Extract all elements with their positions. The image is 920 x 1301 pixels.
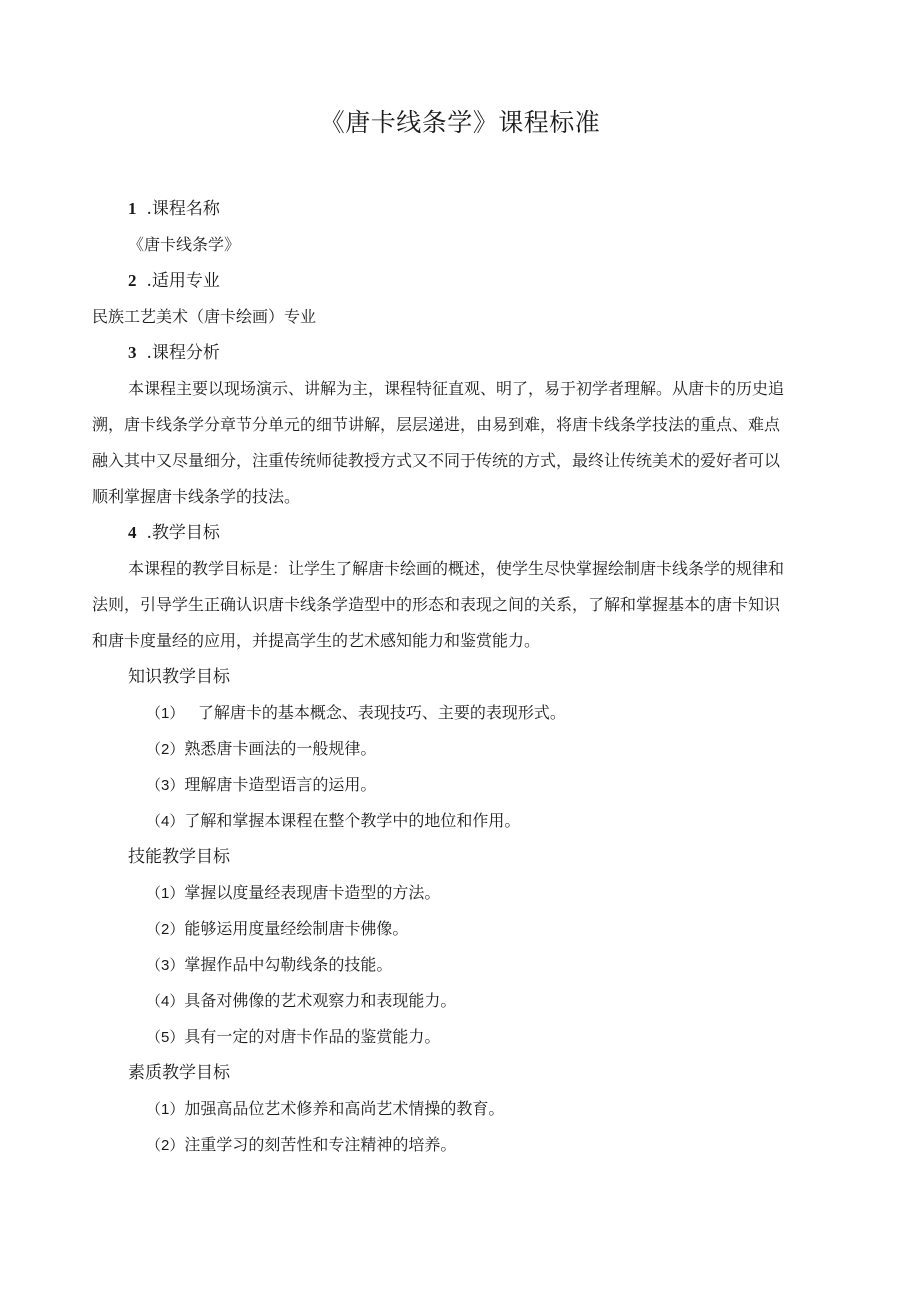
section-title: .课程名称 — [146, 199, 220, 219]
section-title: .课程分析 — [146, 343, 220, 363]
list-item — [92, 880, 828, 916]
item-index: （2） — [146, 741, 185, 758]
list-item — [92, 988, 828, 1024]
major-text: 民族工艺美术（唐卡绘画）专业 — [92, 307, 317, 326]
item-text: 能够运用度量经绘制唐卡佛像。 — [184, 919, 409, 938]
document-body — [92, 196, 828, 1168]
section-title: .教学目标 — [146, 523, 220, 543]
list-item — [92, 808, 828, 844]
paragraph-line: 融入其中又尽量细分，注重传统师徒教授方式又不同于传统的方式，最终让传统美术的爱好者可以 — [92, 451, 781, 470]
section-number: 4 — [128, 523, 137, 542]
knowledge-goals-heading: 知识教学目标 — [128, 667, 230, 687]
list-item — [92, 736, 828, 772]
item-index: （3） — [146, 957, 185, 974]
item-text: 了解和掌握本课程在整个教学中的地位和作用。 — [184, 811, 521, 830]
goal-paragraph — [92, 556, 828, 664]
analysis-paragraph — [92, 376, 828, 520]
list-item — [92, 916, 828, 952]
list-item — [92, 952, 828, 988]
item-index: （3） — [146, 777, 185, 794]
item-text: 了解唐卡的基本概念、表现技巧、主要的表现形式。 — [176, 703, 566, 722]
section-title: .适用专业 — [146, 271, 220, 291]
item-text: 具有一定的对唐卡作品的鉴赏能力。 — [184, 1027, 441, 1046]
paragraph-line: 和唐卡度量经的应用，并提高学生的艺术感知能力和鉴赏能力。 — [92, 631, 541, 650]
section-heading-3 — [92, 340, 828, 376]
section-number: 2 — [128, 271, 137, 290]
paragraph-line: 本课程的教学目标是：让学生了解唐卡绘画的概述，使学生尽快掌握绘制唐卡线条学的规律和 — [128, 559, 785, 578]
item-index: （5） — [146, 1029, 185, 1046]
paragraph-line: 溯，唐卡线条学分章节分单元的细节讲解，层层递进，由易到难，将唐卡线条学技法的重点、难点 — [92, 415, 781, 434]
paragraph-line: 顺利掌握唐卡线条学的技法。 — [92, 487, 301, 506]
paragraph-line: 法则，引导学生正确认识唐卡线条学造型中的形态和表现之间的关系，了解和掌握基本的唐卡知识 — [92, 595, 781, 614]
item-text: 掌握以度量经表现唐卡造型的方法。 — [184, 883, 441, 902]
skill-goals-heading: 技能教学目标 — [128, 847, 230, 867]
item-index: （1） — [146, 1101, 185, 1118]
item-index: （2） — [146, 1137, 185, 1154]
section-number: 1 — [128, 199, 137, 218]
item-text: 具备对佛像的艺术观察力和表现能力。 — [184, 991, 457, 1010]
list-item — [92, 1096, 828, 1132]
document-title: 《唐卡线条学》课程标准 — [319, 108, 601, 137]
list-item — [92, 1024, 828, 1060]
list-item — [92, 1132, 828, 1168]
section-heading-2 — [92, 268, 828, 304]
item-text: 掌握作品中勾勒线条的技能。 — [184, 955, 393, 974]
item-index: （2） — [146, 921, 185, 938]
item-index: （4） — [146, 993, 185, 1010]
item-text: 熟悉唐卡画法的一般规律。 — [184, 739, 377, 758]
course-name-text: 《唐卡线条学》 — [128, 235, 241, 254]
section-heading-4 — [92, 520, 828, 556]
list-item — [92, 772, 828, 808]
item-text: 理解唐卡造型语言的运用。 — [184, 775, 377, 794]
item-text: 加强高品位艺术修养和高尚艺术情操的教育。 — [184, 1099, 505, 1118]
section-number: 3 — [128, 343, 137, 362]
item-text: 注重学习的刻苦性和专注精神的培养。 — [184, 1135, 457, 1154]
paragraph-line: 本课程主要以现场演示、讲解为主，课程特征直观、明了，易于初学者理解。从唐卡的历史追 — [128, 379, 785, 398]
section-heading-1 — [92, 196, 828, 232]
quality-goals-heading: 素质教学目标 — [128, 1063, 230, 1083]
item-index: （1） — [146, 885, 185, 902]
item-index: （4） — [146, 813, 185, 830]
item-index: （1） — [146, 705, 177, 722]
list-item — [92, 700, 828, 736]
